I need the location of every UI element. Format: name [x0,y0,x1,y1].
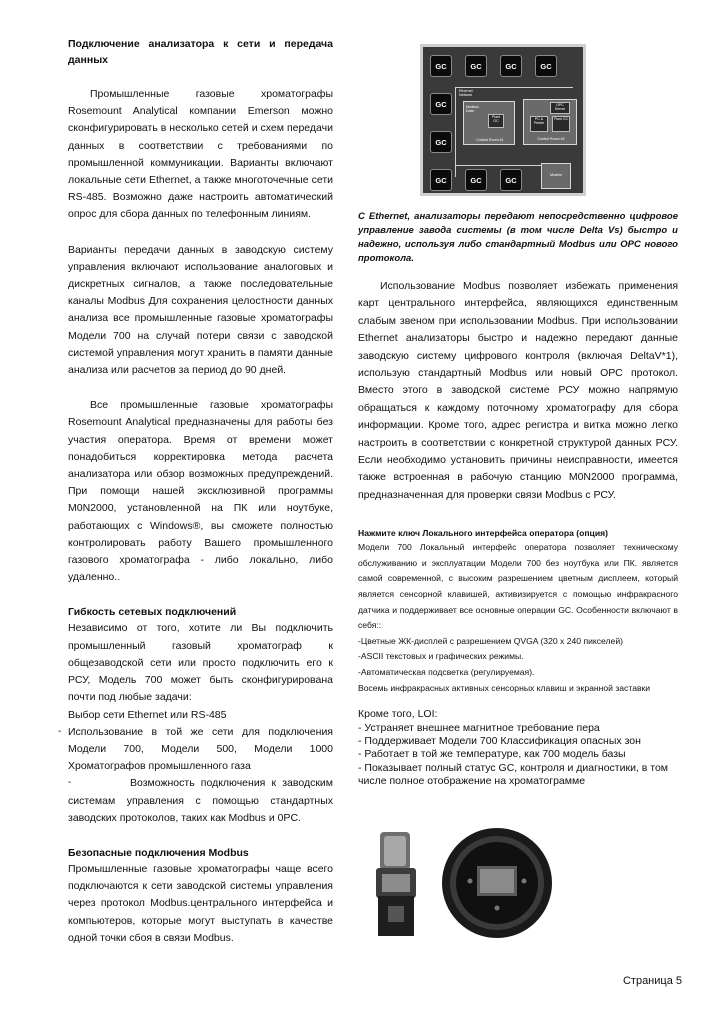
loi-feature-item: -Цветные ЖК-дисплей с разрешением QVGA (320 х 240 пикселей) [358,635,623,646]
control-room-1 [463,101,515,145]
gc-unit: GC [535,55,557,77]
loi-extra-item: - Поддерживает Модели 700 Классификация опасных зон [358,735,641,748]
section-heading-loi: Нажмите ключ Локального интерфейса оператора (опция) [358,528,608,539]
modbus-data-label: Modbus Data [466,105,479,114]
control-room-2 [523,99,577,145]
page-number: Страница 5 [622,975,682,987]
modem-label: Modem [550,173,562,177]
workstation-label: Plant GC [488,114,504,128]
control-room-1-label: Control Room #1 [476,138,504,142]
left-column [58,36,333,947]
paragraph-data-transfer: Варианты передачи данных в заводскую систему управления включают использование аналоговых и дискретных сигналов, а также последовательные каналы Modbus Для сохранения целостности данных анализа все промышленные газовые хроматографы Модели 700 на случай потери связи с заводской системой управления могут хранить в памяти данные анализа или расчетов за период до 90 дней. [68,243,333,377]
loi-extra-item: - Работает в той же температуре, как 700 модель базы [358,748,626,761]
paragraph-flexibility: Независимо от того, хотите ли Вы подключить промышленный газовый хроматограф к общезаводской сети или просто подключить его к РСУ, Модель 700 может быть сконфигурирована почти под любые задачи: [68,622,333,704]
ethernet-label: Ethernet Network [459,89,473,98]
list-item-network-choice: Выбор сети Ethernet или RS-485 [68,708,227,721]
gc-unit: GC [430,55,452,77]
workstation-label: Plant GC [552,116,570,132]
paragraph-unattended-operation: Все промышленные газовые хроматографы Rosemount Analytical предназначены для работы без участия оператора. Время от времени может понадобиться корректировка метода расчета анализатора или обзор возможных предупреждений. При помощи нашей эксклюзивной программы M0N2000, установленной на ПК или ноутбуке, работающих с Windows®, вы сможете полностью контролировать работу Вашего промышленного газового хроматографа - либо локально, либо удаленно.. [68,399,333,584]
loi-extra-heading: Кроме того, LOI: [358,708,438,721]
paragraph-loi: Модели 700 Локальный интерфейс оператора позволяет техническому обслуживанию и эксплуатации Модели 700 без ноутбука или ПК. является самой современной, с высоким разрешением цветным дисплеем, который является сенсорной клавишей, активизируется с помощью инфракрасного датчика и поддерживает все основные операции GC. Особенности включают в себя:: [358,542,678,631]
diagram-caption: С Ethernet, анализаторы передают непосредственно цифровое управление завода системы (в том числе Delta Vs) быстро и надежно, используя либо стандартный Modbus или ОРС нового протокола. [358,211,678,264]
section-heading-network: Подключение анализатора к сети и передача данных [68,38,333,66]
list-dash: - [68,777,72,789]
loi-extra-item: - Устраняет внешнее магнитное требование пера [358,721,600,734]
gc-unit: GC [430,169,452,191]
gc-unit: GC [430,93,452,115]
list-item-same-network: Использование в той же сети для подключения Модели 700, Модели 500, Модели 1000 Хроматографов промышленного газа [68,725,333,773]
loi-display-photo [440,826,554,940]
network-line [455,165,545,166]
opc-server-label: OPC Server [550,102,570,114]
loi-feature-item: -Автоматическая подсветка (регулируемая). [358,667,535,678]
gc-unit: GC [465,55,487,77]
paragraph-network-configs: Промышленные газовые хроматографы Rosemount Analytical компании Emerson можно сконфигурировать в несколько сетей и схем передачи данных в соответствии с требованиями по промышленной коммуникации. Варианты включают локальные сети Ethernet, а также многоточечные сети RS-485. Возможно даже настроить автоматический опрос для сбора данных по телефонным линиям. [68,88,333,221]
loi-feature-item: -ASCII текстовых и графических режимы. [358,651,524,662]
network-line [455,87,573,88]
control-room-2-label: Control Room #2 [537,137,565,141]
list-item-plant-protocols: Возможность подключения к заводским системам управления с помощью стандартных заводских протоколов, таких как Modbus и 0PC. [68,777,333,824]
gc-unit: GC [465,169,487,191]
gc-unit: GC [500,169,522,191]
gc-unit: GC [430,131,452,153]
loi-feature-item: Восемь инфракрасных активных сенсорных клавиш и экранной заставки [358,682,651,693]
analyzer-device-photo [368,830,428,940]
modem-box [541,163,571,189]
loi-extra-item: - Показывает полный статус GC, контроля и диагностики, в том числе полное отображение на хроматограмме [358,761,669,788]
list-dash: - [58,725,62,737]
section-heading-modbus: Безопасные подключения Modbus [68,846,249,859]
network-diagram [420,44,586,196]
paragraph-modbus: Промышленные газовые хроматографы чаще всего подключаются к сети заводской системы управления через протокол Modbus.центрального интерфейса и компьютеров, которые могут выступать в качестве одной точки сбоя в связи Modbus. [68,862,333,944]
pc-printer-label: PC & Printer [530,116,548,132]
gc-unit: GC [500,55,522,77]
section-heading-flexibility: Гибкость сетевых подключений [68,606,237,619]
right-column [358,210,678,789]
paragraph-modbus-advantages: Использование Modbus позволяет избежать применения карт центрального интерфейса, являющихся единственным слабым звеном при использовании Modbus. При использовании Ethernet анализаторы быстро и надежно передают данные заводскую систему цифрового контроля (включая DeltaV*1), использую стандартный Modbus или новый ОРС протокол. Вместо этого в заводской системе РСУ можно напрямую обращаться к каждому поточному хроматографу для сбора информации. Кроме того, адрес регистра и витка можно легко настроить в соответствии с конкретной структурой данных РСУ. Если необходимо установить причины неисправности, имеется также встроенная в рабочую станцию M0N2000 программа, предназначенная для проверки связи Modbus с РСУ. [358,280,678,501]
network-line [455,87,456,177]
